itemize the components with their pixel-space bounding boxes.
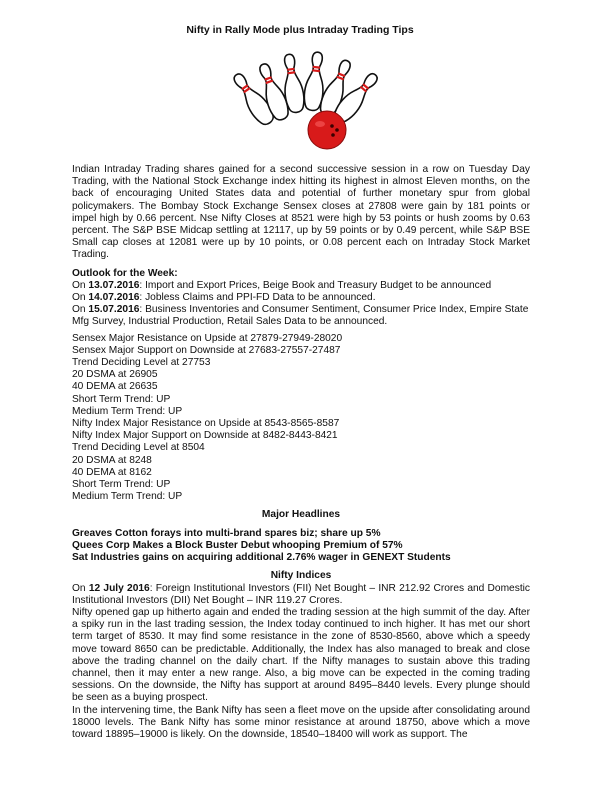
indices-heading: Nifty Indices (270, 570, 332, 582)
levels-list (72, 333, 530, 504)
indices-paragraph-1: On 12 July 2016: Foreign Institutional Investors (FII) Net Bought – INR 212.92 Crores and Domestic Institutional Investors (DII) Net Bought – INR 119.27 Crores. (72, 582, 531, 606)
headline-item: Greaves Cotton forays into multi-brand spares biz; share up 5% (72, 527, 381, 539)
level-line: Short Term Trend: UP (72, 393, 171, 405)
level-line: Nifty Index Major Resistance on Upside at 8543-8565-8587 (72, 418, 340, 430)
outlook-item: On 14.07.2016: Jobless Claims and PPI-FD Data to be announced. (72, 292, 376, 304)
headline-item: Sat Industries gains on acquiring additional 2.76% wager in GENEXT Students (72, 552, 451, 564)
level-line: Nifty Index Major Support on Downside at 8482-8443-8421 (72, 430, 338, 442)
level-line: Sensex Major Support on Downside at 27683-27557-27487 (72, 344, 341, 356)
level-line: Short Term Trend: UP (72, 479, 171, 491)
bowling-pins-illustration (230, 44, 380, 156)
page-title: Nifty in Rally Mode plus Intraday Trading Tips (186, 24, 414, 36)
intro-paragraph: Indian Intraday Trading shares gained for a second successive session in a row on Tuesday Day Trading, with the National Stock Exchange index hitting its highest in almost Eleven months, on the back of encouraging United States data and potential of further monetary spur from global policymakers. The Bombay Stock Exchange Sensex closes at 27808 were gain by 181 points or impel high by 0.66 percent. Nse Nifty Closes at 8521 were high by 53 points or hush zooms by 0.63 percent. The S&P BSE Midcap settling at 12117, up by 59 points or by 0.49 percent, while S&P BSE Small cap closes at 12081 were up by 10 points, or 0.08 percent each on Intraday Stock Market Trading. (72, 164, 530, 261)
headlines-heading: Major Headlines (261, 509, 341, 521)
outlook-item: On 15.07.2016: Business Inventories and Consumer Sentiment, Consumer Price Index, Empire State Mfg Survey, Industrial Production, Retail Sales Data to be announced. (72, 304, 529, 328)
level-line: 20 DSMA at 26905 (72, 369, 158, 381)
level-line: 40 DEMA at 8162 (72, 466, 152, 478)
level-line: Sensex Major Resistance on Upside at 27879-27949-28020 (72, 332, 343, 344)
level-line: Trend Deciding Level at 27753 (72, 357, 211, 369)
indices-paragraph-3: In the intervening time, the Bank Nifty has seen a fleet move on the upside after consolidating around 18000 levels. The Bank Nifty has some minor resistance at around 18750, above which a move toward 18895–19000 is likely. On the downside, 18540–18400 will work as support. The (72, 704, 530, 740)
headline-item: Quees Corp Makes a Block Buster Debut whooping Premium of 57% (72, 539, 403, 551)
article-body (72, 164, 530, 741)
level-line: Medium Term Trend: UP (72, 405, 183, 417)
level-line: 40 DEMA at 26635 (72, 381, 158, 393)
outlook-item: On 13.07.2016: Import and Export Prices, Beige Book and Treasury Budget to be announced (72, 279, 492, 291)
level-line: 20 DSMA at 8248 (72, 454, 152, 466)
indices-paragraph-2: Nifty opened gap up hitherto again and ended the trading session at the high summit of the day. After a spiky run in the last trading session, the Index today continued to inch higher. It has met our short term target of 8530. It may find some resistance in the zone of 8530-8560, above which a speedy move toward 8650 can be predictable. Additionally, the Index has also managed to break and close above the trading channel on the daily chart. If the Nifty manages to sustain above this trading channel, then it may enter a new range. Also, a big move can be expected in the coming trading sessions. On the downside, the Nifty has support at around 8495–8440 levels. Every plunge should be seen as a buying prospect. (72, 606, 530, 704)
outlook-heading: Outlook for the Week: (72, 267, 178, 279)
headlines-list (72, 528, 530, 565)
level-line: Medium Term Trend: UP (72, 491, 183, 503)
bowling-ball (308, 111, 346, 149)
level-line: Trend Deciding Level at 8504 (72, 442, 205, 454)
